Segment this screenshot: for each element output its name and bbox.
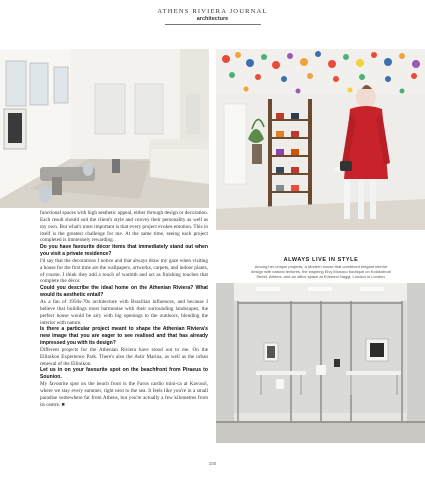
- paragraph: functional spaces with high aesthetic appeal, either through design or decoration. Each result should suit the client's style and convey their personality as well as my own. But what's most important is that every project evokes emotion. This in itself is the greatest challenge for me. At the same time, seeing each project completed is immensely rewarding.: [40, 210, 208, 244]
- article-body: [40, 210, 208, 408]
- page-number: 100: [208, 461, 217, 466]
- paragraph: As a fan of 1950s-70s architecture with Brazilian influences, and because I believe that buildings must harmonise with their surrounding landscapes, the perfect house would be airy with big openings to the outdoors, blending the interior with nature.: [40, 298, 208, 326]
- living-room-photo: [0, 49, 209, 208]
- photo-caption: [251, 257, 391, 280]
- caption-body: Among her unique projects, a Modern house that combined elegant interior design with natural textures, the inspiring Elvy Monaco boutique on Kolokotroni Street, Athens, and an office space at Edmund Naggi, London in London.: [251, 264, 391, 280]
- paragraph: My favourite spot on the beach front is the Faros cardio mini-ca at Kavouri, where we stay every summer, right next to the sea. It feels like you're in a small paradise somewhere far from Athens, but you're actually a few kilometres from its centre. ■: [40, 381, 208, 408]
- office-photo: [216, 283, 425, 443]
- interview-question: Let us in on your favourite spot on the beachfront from Piraeus to Sounion.: [40, 367, 208, 381]
- caption-title: ALWAYS LIVE IN STYLE: [283, 257, 359, 263]
- magazine-title: ATHENS RIVIERA JOURNAL: [157, 8, 268, 15]
- masthead-rule: [165, 24, 261, 25]
- living-room-illustration: [0, 49, 209, 208]
- boutique-photo: [216, 49, 425, 230]
- masthead: [0, 8, 425, 25]
- boutique-illustration: [216, 49, 425, 230]
- interview-question: Could you describe the ideal home on the Athenian Riviera? What would its aesthetic entail?: [40, 285, 208, 299]
- section-label: architecture: [196, 16, 229, 22]
- office-illustration: [216, 283, 425, 443]
- interview-question: Do you have favourite décor items that immediately stand out when you visit a private residence?: [40, 244, 208, 258]
- paragraph: I'd say that the decorations I notice and that always draw my gaze when visiting a house for the first time are the wallpapers, artworks, carpets, and indoor plants, of course. I think they add a touch of warmth and act as finishing touches that complete the décor.: [40, 257, 208, 285]
- paragraph: Different projects for the Athenian Riviera have stood out to me. On the Ellinikon Experience Park. There's also the Astir Marina, as well as the urban renewal of the Ellinikon.: [40, 346, 208, 367]
- interview-question: Is there a particular project meant to shape the Athenian Riviera's new image that you are eager to see realised and that has already impressed you with its design?: [40, 326, 208, 347]
